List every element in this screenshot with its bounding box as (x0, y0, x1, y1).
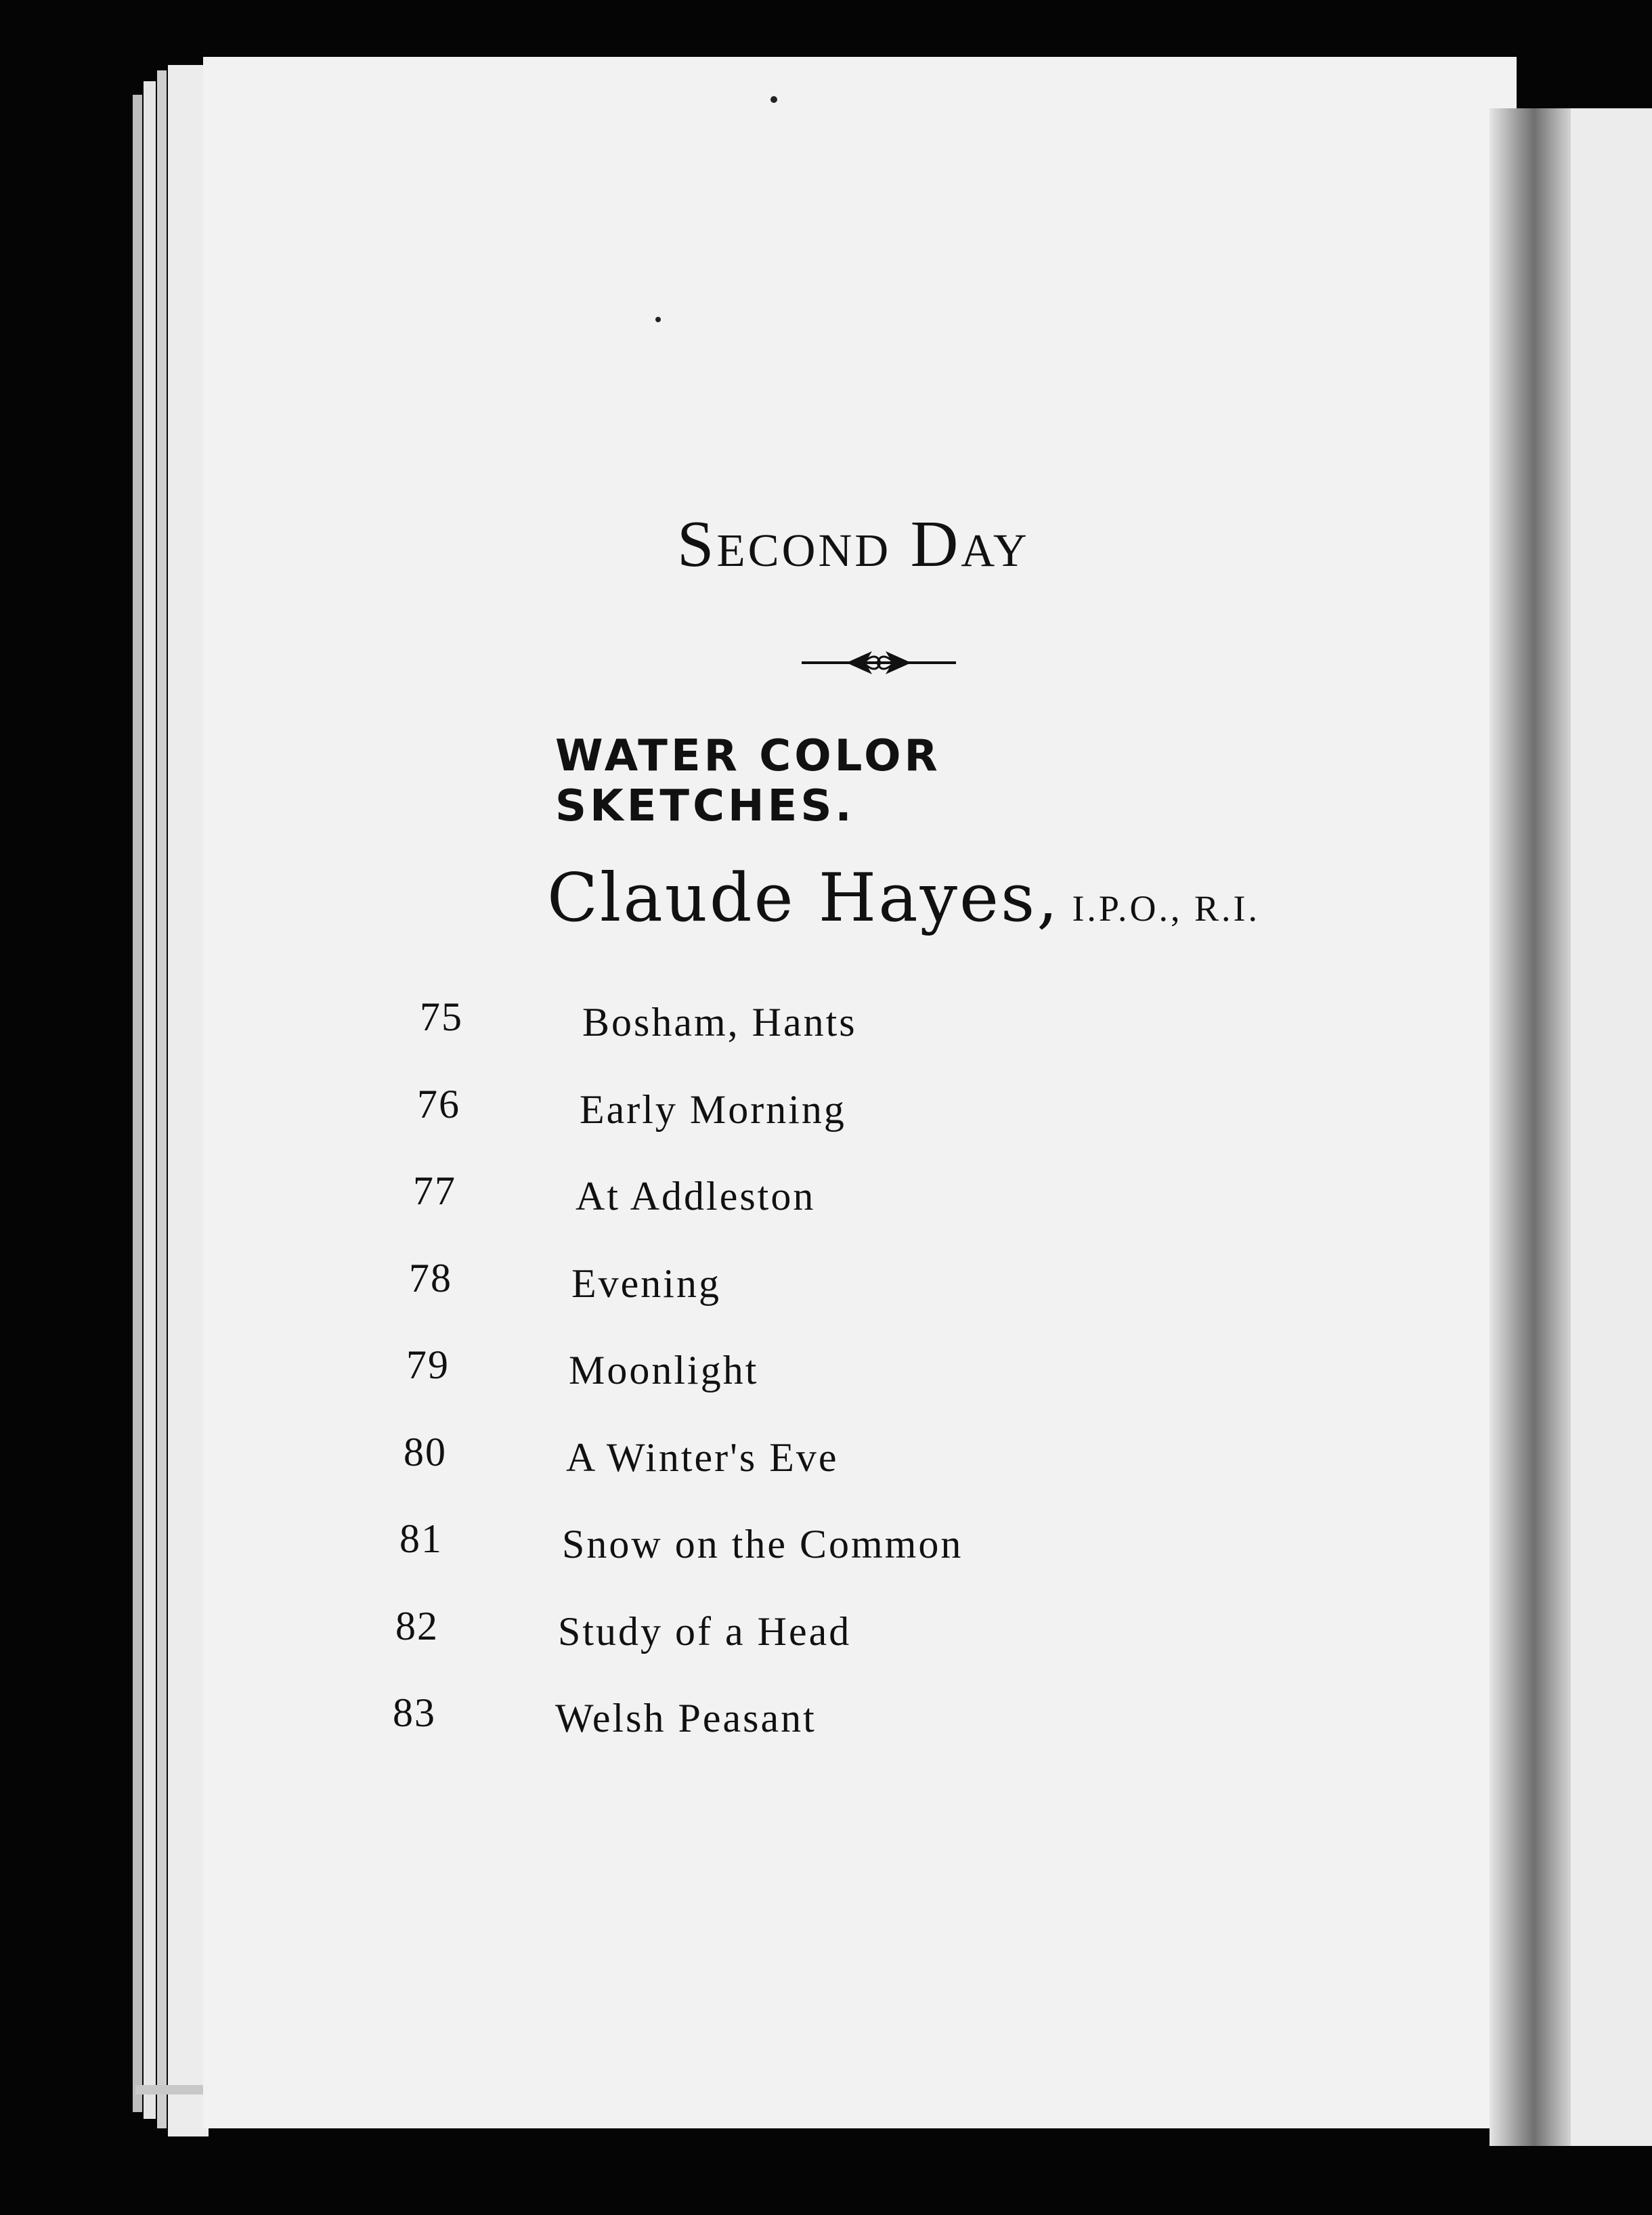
catalogue-entry (417, 1081, 1198, 1168)
entry-number: 82 (395, 1603, 439, 1648)
fleuron-ornament-icon (799, 639, 959, 686)
entry-number: 75 (420, 994, 463, 1039)
page-edge (157, 70, 167, 2128)
entry-title: At Addleston (575, 1174, 816, 1219)
catalogue-list (386, 994, 1198, 1777)
section-heading: WATER COLOR SKETCHES. (555, 731, 941, 831)
entry-title: Snow on the Common (562, 1522, 963, 1566)
speck (655, 317, 661, 322)
speck (770, 96, 777, 103)
entry-number: 81 (399, 1516, 443, 1561)
catalogue-entry (404, 1429, 1198, 1516)
entry-number: 78 (409, 1255, 452, 1300)
artist-line (547, 860, 1260, 937)
catalogue-entry (393, 1690, 1198, 1777)
entry-title: Bosham, Hants (582, 1000, 857, 1045)
catalogue-entry (399, 1516, 1198, 1603)
entry-title: Welsh Peasant (555, 1696, 817, 1740)
binding-gutter-shadow (1490, 108, 1571, 2146)
entry-number: 83 (393, 1690, 436, 1735)
entry-title: Evening (571, 1260, 721, 1306)
entry-number: 80 (404, 1429, 447, 1474)
entry-number: 79 (406, 1342, 450, 1387)
catalogue-entry (409, 1255, 1198, 1342)
catalogue-entry (413, 1168, 1198, 1255)
entry-title: Moonlight (569, 1348, 759, 1392)
page-edge (168, 65, 209, 2136)
entry-title: A Winter's Eve (566, 1434, 839, 1480)
page-edge (133, 95, 142, 2112)
entry-title: Early Morning (580, 1087, 846, 1132)
catalogue-entry (406, 1342, 1198, 1429)
facing-page (1571, 108, 1652, 2146)
entry-number: 77 (413, 1168, 456, 1213)
entry-number: 76 (417, 1081, 460, 1126)
page-title: Second Day (677, 508, 1030, 581)
entry-title: Study of a Head (558, 1608, 852, 1654)
artist-name: Claude Hayes, (547, 860, 1060, 937)
page-edge (144, 81, 156, 2119)
catalogue-entry (420, 994, 1198, 1081)
catalogue-entry (395, 1603, 1198, 1690)
artist-credentials: I.P.O., R.I. (1072, 888, 1260, 929)
